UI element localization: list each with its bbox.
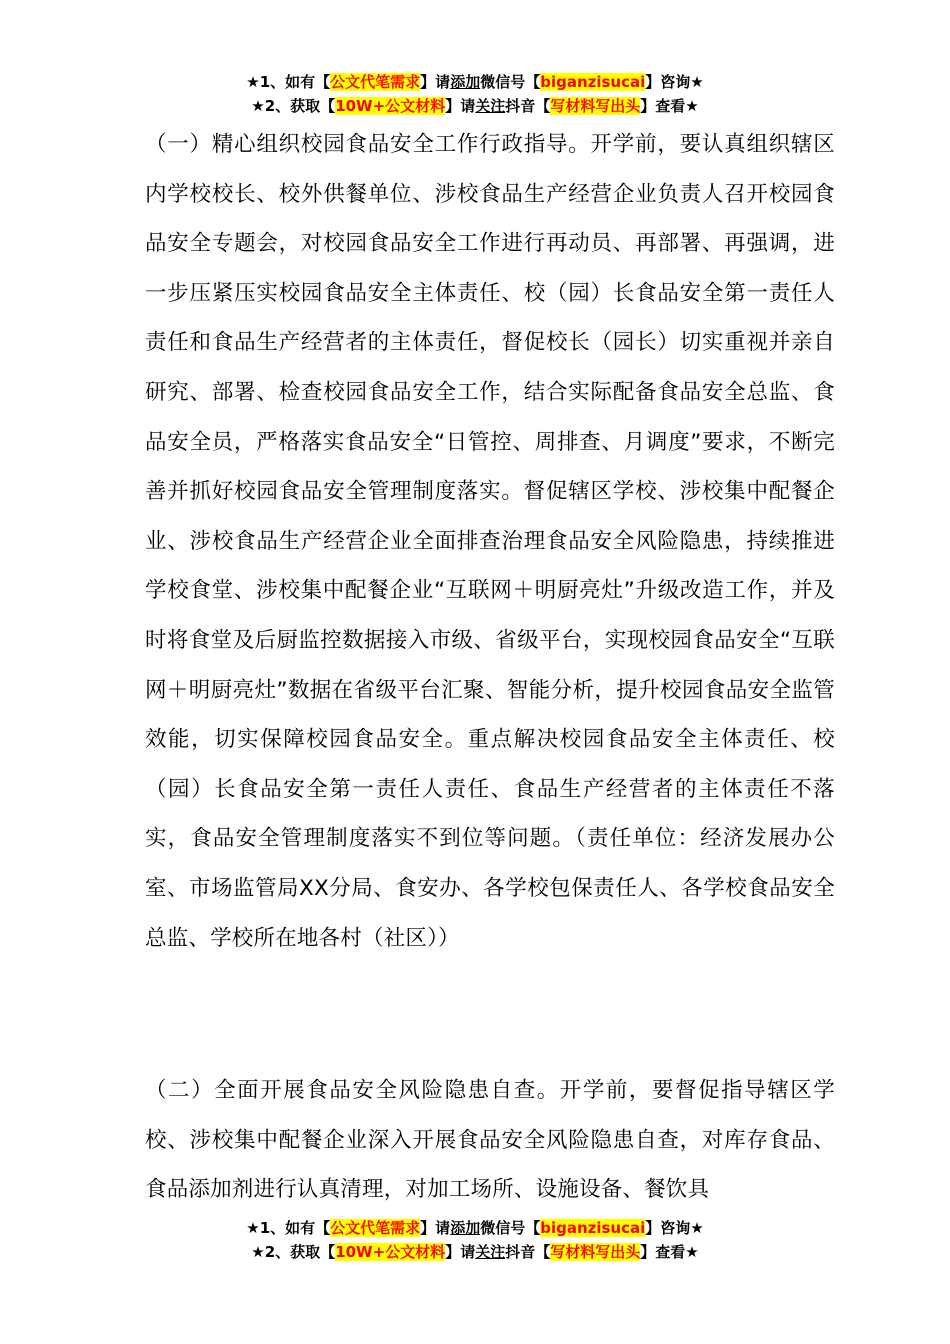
banner-underlined-text: 关注 [475,97,506,115]
banner-line-2 [0,1240,950,1264]
banner-text: ★1、如有【 [246,1219,331,1237]
banner-line-1 [0,70,950,94]
banner-highlight: 写材料写出头 [550,1243,641,1261]
banner-underlined-text: 添加 [450,73,481,91]
banner-text: 】请 [445,97,476,115]
banner-text: ★2、获取【 [251,1243,336,1261]
footer-banner [0,1216,950,1264]
banner-text: 抖音【 [505,1243,551,1261]
banner-highlight: 公文代笔需求 [330,1219,421,1237]
body-paragraph-1: （一）精心组织校园食品安全工作行政指导。开学前，要认真组织辖区内学校校长、校外供餐单位、涉校食品生产经营企业负责人召开校园食品安全专题会，对校园食品安全工作进行再动员、再部署、再强调，进一步压紧压实校园食品安全主体责任、校（园）长食品安全第一责任人责任和食品生产经营者的主体责任，督促校长（园长）切实重视并亲自研究、部署、检查校园食品安全工作，结合实际配备食品安全总监、食品安全员，严格落实食品安全“日管控、周排查、月调度”要求，不断完善并抓好校园食品安全管理制度落实。督促辖区学校、涉校集中配餐企业、涉校食品生产经营企业全面排查治理食品安全风险隐患，持续推进学校食堂、涉校集中配餐企业“互联网＋明厨亮灶”升级改造工作，并及时将食堂及后厨监控数据接入市级、省级平台，实现校园食品安全“互联网＋明厨亮灶”数据在省级平台汇聚、智能分析，提升校园食品安全监管效能，切实保障校园食品安全。重点解决校园食品安全主体责任、校（园）长食品安全第一责任人责任、食品生产经营者的主体责任不落实，食品安全管理制度落实不到位等问题。（责任单位：经济发展办公室、市场监管局XX分局、食安办、各学校包保责任人、各学校食品安全总监、学校所在地各村（社区）） [145,132,835,951]
banner-line-1 [0,1216,950,1240]
banner-line-2 [0,94,950,118]
banner-underlined-text: 关注 [475,1243,506,1261]
banner-highlight: biganzisucai [540,1219,646,1237]
banner-text: ★2、获取【 [251,97,336,115]
banner-text: 】请 [420,73,451,91]
banner-text: 微信号【 [480,1219,541,1237]
banner-highlight: biganzisucai [540,73,646,91]
banner-text: ★1、如有【 [246,73,331,91]
banner-highlight: 10W+公文材料 [335,97,446,115]
header-banner [0,70,950,118]
banner-text: 微信号【 [480,73,541,91]
banner-text: 】请 [420,1219,451,1237]
banner-text: 抖音【 [505,97,551,115]
banner-text: 】咨询★ [645,1219,704,1237]
banner-text: 】查看★ [640,97,699,115]
body-paragraph-2: （二）全面开展食品安全风险隐患自查。开学前，要督促指导辖区学校、涉校集中配餐企业深入开展食品安全风险隐患自查，对库存食品、食品添加剂进行认真清理，对加工场所、设施设备、餐饮具 [145,1078,835,1203]
banner-highlight: 10W+公文材料 [335,1243,446,1261]
banner-text: 】查看★ [640,1243,699,1261]
banner-underlined-text: 添加 [450,1219,481,1237]
banner-text: 】请 [445,1243,476,1261]
banner-highlight: 公文代笔需求 [330,73,421,91]
banner-text: 】咨询★ [645,73,704,91]
banner-highlight: 写材料写出头 [550,97,641,115]
